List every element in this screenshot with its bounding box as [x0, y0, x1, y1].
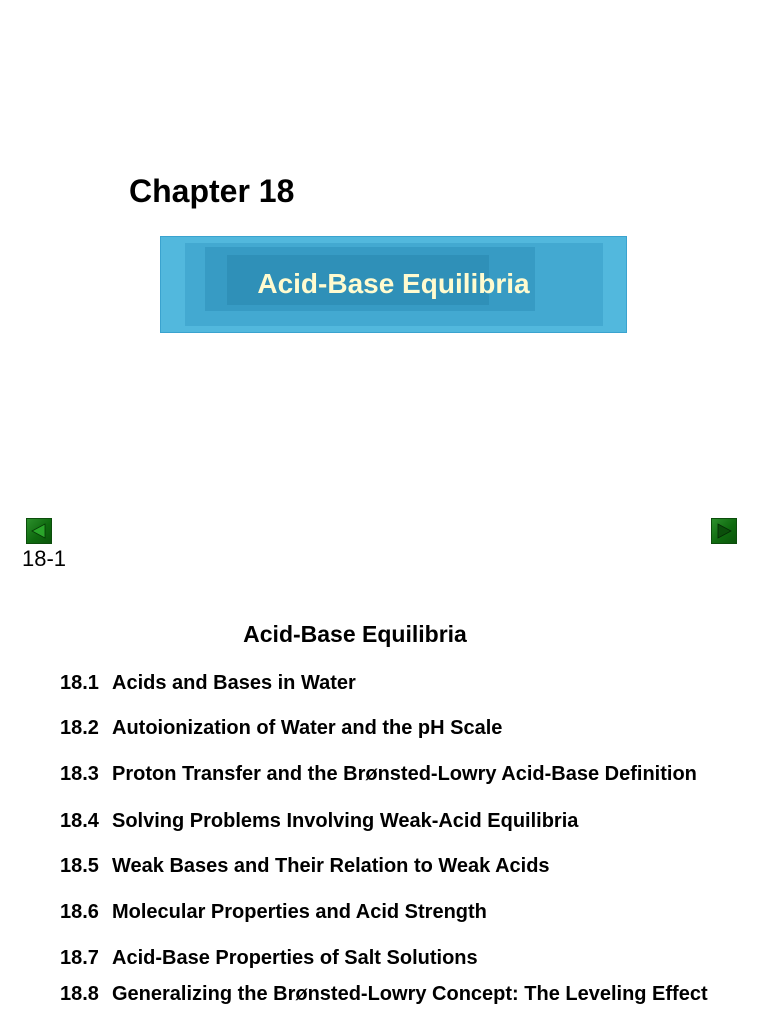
- toc-item-number: 18.6: [60, 901, 99, 923]
- toc-item: [60, 671, 760, 695]
- toc-item-number: 18.4: [60, 810, 99, 832]
- toc-item-title: Molecular Properties and Acid Strength: [112, 901, 487, 923]
- previous-slide-button[interactable]: [26, 518, 52, 544]
- toc-item-number: 18.1: [60, 672, 99, 694]
- toc-item: [60, 762, 760, 786]
- toc-item-number: 18.2: [60, 717, 99, 739]
- section-heading: Acid-Base Equilibria: [243, 621, 467, 647]
- toc-item: [60, 716, 760, 740]
- toc-item-title: Solving Problems Involving Weak-Acid Equilibria: [112, 810, 579, 832]
- chapter-banner: [160, 236, 627, 333]
- left-arrow-icon: [27, 519, 51, 543]
- toc-item: [60, 809, 760, 833]
- toc-item: [60, 946, 760, 970]
- toc-item-title: Weak Bases and Their Relation to Weak Acids: [112, 855, 550, 877]
- chapter-title: Chapter 18: [129, 173, 295, 209]
- toc-item-title: Acid-Base Properties of Salt Solutions: [112, 947, 478, 969]
- toc-item-title: Acids and Bases in Water: [112, 672, 356, 694]
- toc-item-number: 18.7: [60, 947, 99, 969]
- toc-item: [60, 900, 760, 924]
- toc-item-number: 18.3: [60, 763, 99, 785]
- toc-item: [60, 982, 760, 1006]
- toc-item-title: Generalizing the Brønsted-Lowry Concept: The Leveling Effect: [112, 983, 708, 1005]
- right-arrow-icon: [712, 519, 736, 543]
- toc-item-title: Proton Transfer and the Brønsted-Lowry Acid-Base Definition: [112, 763, 697, 785]
- toc-item-number: 18.5: [60, 855, 99, 877]
- next-slide-button[interactable]: [711, 518, 737, 544]
- page-number: 18-1: [22, 546, 67, 571]
- toc-item-number: 18.8: [60, 983, 99, 1005]
- banner-title: Acid-Base Equilibria: [257, 268, 530, 299]
- toc-item: [60, 854, 760, 878]
- toc-item-title: Autoionization of Water and the pH Scale: [112, 717, 503, 739]
